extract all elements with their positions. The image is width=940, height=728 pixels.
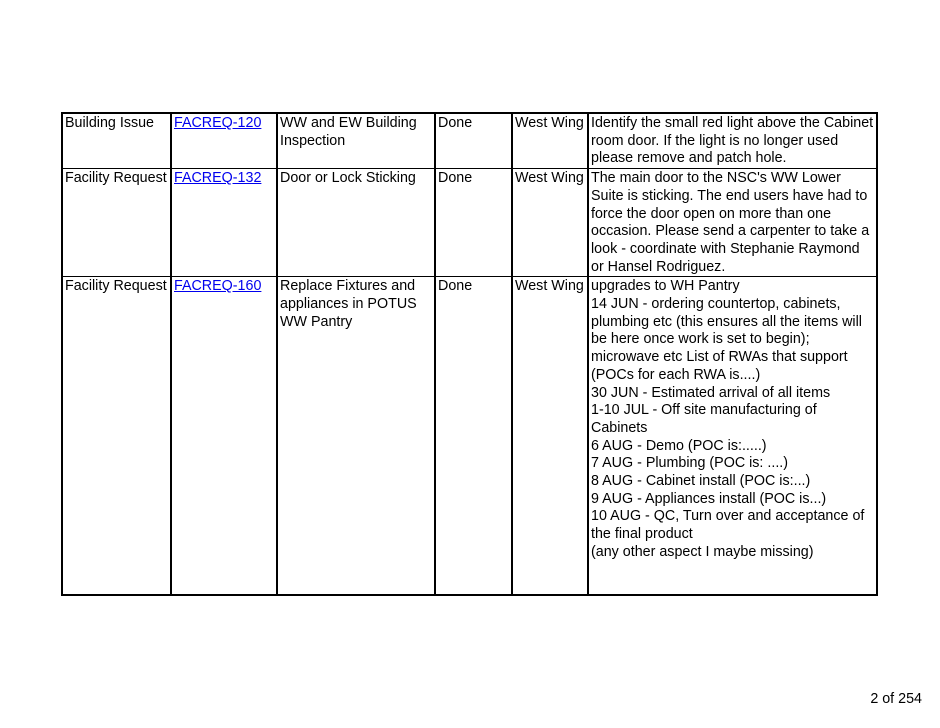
- description-line: 10 AUG - QC, Turn over and acceptance of the final product: [591, 508, 865, 543]
- table-row: [62, 113, 877, 169]
- description-cell: [588, 113, 877, 169]
- status-cell: Done: [435, 113, 512, 169]
- description-line: 6 AUG - Demo (POC is:.....): [591, 437, 767, 454]
- issue-key-cell: [171, 277, 277, 595]
- description-line: 9 AUG - Appliances install (POC is...): [591, 490, 827, 507]
- description-line: (any other aspect I maybe missing): [591, 543, 814, 560]
- description-line: 14 JUN - ordering countertop, cabinets, plumbing etc (this ensures all the items will be here once work is set to begin); microwave etc List of RWAs that support (POCs for each RWA is....): [591, 296, 862, 383]
- description-line: The main door to the NSC's WW Lower Suite is sticking. The end users have had to force the door open on more than one occasion. Please send a carpenter to take a look - coordinate with Stephanie Raymond or Hansel Rodriguez.: [591, 170, 870, 275]
- location-cell: West Wing: [512, 169, 588, 277]
- facility-requests-table: [61, 112, 878, 596]
- description-line: 30 JUN - Estimated arrival of all items: [591, 384, 831, 401]
- summary-cell: Door or Lock Sticking: [277, 169, 435, 277]
- table-row: [62, 277, 877, 595]
- issue-key-link[interactable]: FACREQ-120: [174, 115, 262, 131]
- request-type-cell: Facility Request: [62, 169, 171, 277]
- table-row: [62, 169, 877, 277]
- location-cell: West Wing: [512, 113, 588, 169]
- request-type-cell: Building Issue: [62, 113, 171, 169]
- issue-key-link[interactable]: FACREQ-160: [174, 278, 262, 295]
- description-line: 8 AUG - Cabinet install (POC is:...): [591, 473, 811, 490]
- issue-key-link[interactable]: FACREQ-132: [174, 170, 262, 187]
- summary-cell: WW and EW Building Inspection: [277, 113, 435, 169]
- issue-key-cell: [171, 169, 277, 277]
- description-line: 1-10 JUL - Off site manufacturing of Cabinets: [591, 402, 817, 436]
- status-cell: Done: [435, 169, 512, 277]
- location-cell: West Wing: [512, 277, 588, 595]
- description-cell: [588, 277, 877, 595]
- page-number: 2 of 254: [870, 691, 922, 707]
- summary-cell: Replace Fixtures and appliances in POTUS WW Pantry: [277, 277, 435, 595]
- description-cell: [588, 169, 877, 277]
- description-line: 7 AUG - Plumbing (POC is: ....): [591, 455, 789, 472]
- description-line: upgrades to WH Pantry: [591, 278, 740, 295]
- issue-key-cell: [171, 113, 277, 169]
- description-line: Identify the small red light above the Cabinet room door. If the light is no longer used please remove and patch hole.: [591, 115, 874, 167]
- request-type-cell: Facility Request: [62, 277, 171, 595]
- status-cell: Done: [435, 277, 512, 595]
